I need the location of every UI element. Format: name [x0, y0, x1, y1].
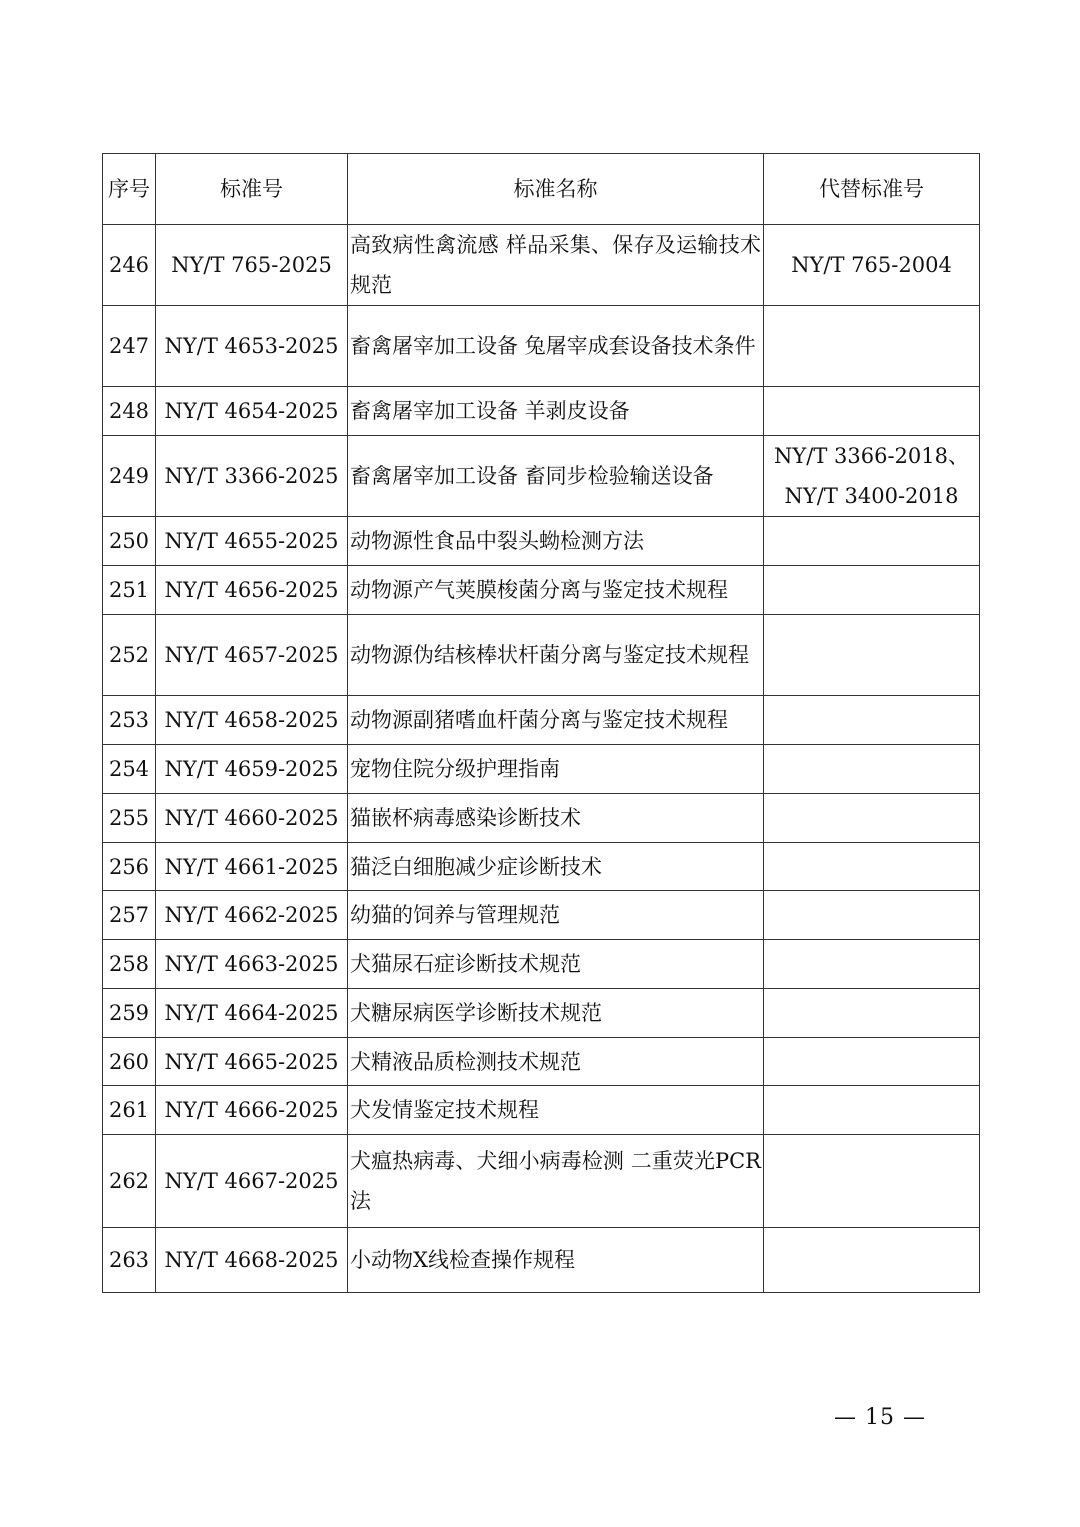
cell-code: NY/T 4668-2025 [156, 1228, 348, 1293]
cell-name: 畜禽屠宰加工设备 兔屠宰成套设备技术条件 [348, 306, 764, 387]
cell-replaces [764, 794, 980, 843]
table-header-row [103, 154, 980, 225]
header-code: 标准号 [156, 154, 348, 225]
cell-replaces [764, 1086, 980, 1135]
header-replaces: 代替标准号 [764, 154, 980, 225]
cell-name: 猫嵌杯病毒感染诊断技术 [348, 794, 764, 843]
cell-replaces: NY/T 3366-2018、NY/T 3400-2018 [764, 436, 980, 517]
table-row [103, 517, 980, 566]
table-row [103, 794, 980, 843]
table-row [103, 387, 980, 436]
table-row [103, 1135, 980, 1228]
cell-name: 小动物X线检查操作规程 [348, 1228, 764, 1293]
cell-name: 畜禽屠宰加工设备 畜同步检验输送设备 [348, 436, 764, 517]
cell-name: 动物源伪结核棒状杆菌分离与鉴定技术规程 [348, 615, 764, 696]
cell-replaces [764, 1135, 980, 1228]
cell-name: 犬发情鉴定技术规程 [348, 1086, 764, 1135]
cell-code: NY/T 4660-2025 [156, 794, 348, 843]
table-row [103, 615, 980, 696]
cell-code: NY/T 4662-2025 [156, 891, 348, 940]
cell-name: 动物源副猪嗜血杆菌分离与鉴定技术规程 [348, 696, 764, 745]
cell-no: 257 [103, 891, 156, 940]
table-row [103, 306, 980, 387]
cell-code: NY/T 3366-2025 [156, 436, 348, 517]
cell-no: 248 [103, 387, 156, 436]
cell-no: 247 [103, 306, 156, 387]
cell-code: NY/T 4658-2025 [156, 696, 348, 745]
cell-code: NY/T 4664-2025 [156, 989, 348, 1038]
table-row [103, 1228, 980, 1293]
cell-code: NY/T 4653-2025 [156, 306, 348, 387]
cell-no: 260 [103, 1038, 156, 1086]
table-row [103, 891, 980, 940]
table-row [103, 843, 980, 891]
cell-name: 幼猫的饲养与管理规范 [348, 891, 764, 940]
table-row [103, 989, 980, 1038]
cell-name: 宠物住院分级护理指南 [348, 745, 764, 794]
cell-no: 253 [103, 696, 156, 745]
cell-code: NY/T 4657-2025 [156, 615, 348, 696]
cell-code: NY/T 4663-2025 [156, 940, 348, 989]
cell-name: 猫泛白细胞减少症诊断技术 [348, 843, 764, 891]
cell-name: 高致病性禽流感 样品采集、保存及运输技术规范 [348, 225, 764, 306]
cell-no: 251 [103, 566, 156, 615]
cell-no: 255 [103, 794, 156, 843]
cell-no: 250 [103, 517, 156, 566]
standards-table [102, 153, 980, 1293]
table-row [103, 1086, 980, 1135]
cell-code: NY/T 4667-2025 [156, 1135, 348, 1228]
page-number: — 15 — [834, 1405, 926, 1430]
cell-code: NY/T 4661-2025 [156, 843, 348, 891]
cell-name: 犬精液品质检测技术规范 [348, 1038, 764, 1086]
cell-no: 258 [103, 940, 156, 989]
cell-replaces [764, 745, 980, 794]
header-no: 序号 [103, 154, 156, 225]
cell-code: NY/T 4654-2025 [156, 387, 348, 436]
cell-replaces [764, 696, 980, 745]
cell-code: NY/T 765-2025 [156, 225, 348, 306]
cell-name: 犬猫尿石症诊断技术规范 [348, 940, 764, 989]
table-row [103, 696, 980, 745]
cell-no: 263 [103, 1228, 156, 1293]
cell-replaces [764, 989, 980, 1038]
cell-code: NY/T 4656-2025 [156, 566, 348, 615]
cell-replaces [764, 387, 980, 436]
cell-replaces [764, 940, 980, 989]
cell-code: NY/T 4659-2025 [156, 745, 348, 794]
cell-name: 动物源性食品中裂头蚴检测方法 [348, 517, 764, 566]
cell-code: NY/T 4666-2025 [156, 1086, 348, 1135]
cell-replaces [764, 566, 980, 615]
cell-no: 252 [103, 615, 156, 696]
cell-no: 246 [103, 225, 156, 306]
cell-replaces [764, 891, 980, 940]
table-row [103, 940, 980, 989]
cell-no: 256 [103, 843, 156, 891]
cell-replaces [764, 615, 980, 696]
cell-name: 犬瘟热病毒、犬细小病毒检测 二重荧光PCR法 [348, 1135, 764, 1228]
cell-name: 动物源产气荚膜梭菌分离与鉴定技术规程 [348, 566, 764, 615]
cell-replaces [764, 1038, 980, 1086]
header-name: 标准名称 [348, 154, 764, 225]
cell-replaces [764, 306, 980, 387]
cell-code: NY/T 4665-2025 [156, 1038, 348, 1086]
cell-replaces [764, 843, 980, 891]
cell-code: NY/T 4655-2025 [156, 517, 348, 566]
cell-no: 249 [103, 436, 156, 517]
cell-no: 259 [103, 989, 156, 1038]
table-row [103, 225, 980, 306]
cell-replaces: NY/T 765-2004 [764, 225, 980, 306]
table-row [103, 1038, 980, 1086]
cell-replaces [764, 517, 980, 566]
table-row [103, 436, 980, 517]
cell-name: 畜禽屠宰加工设备 羊剥皮设备 [348, 387, 764, 436]
table-row [103, 566, 980, 615]
cell-no: 261 [103, 1086, 156, 1135]
cell-no: 254 [103, 745, 156, 794]
cell-replaces [764, 1228, 980, 1293]
cell-name: 犬糖尿病医学诊断技术规范 [348, 989, 764, 1038]
cell-no: 262 [103, 1135, 156, 1228]
table-row [103, 745, 980, 794]
